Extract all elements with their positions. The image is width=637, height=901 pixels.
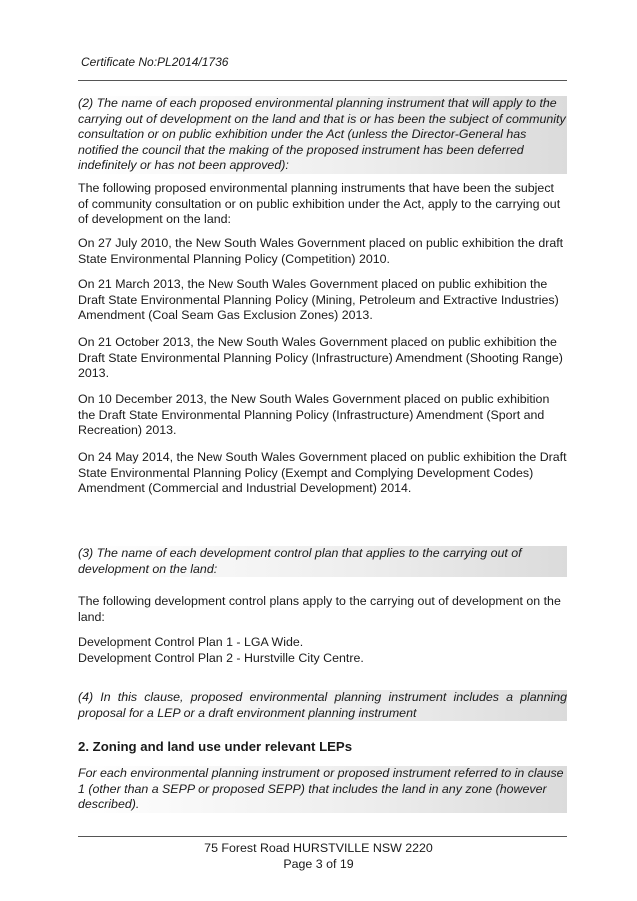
exhibition-item: On 24 May 2014, the New South Wales Government placed on public exhibition the Draft State Environmental Planning Policy (Exempt and Complying Development Codes) Amendment (Commercial and Industrial Development) 2014. [78, 450, 567, 496]
zoning-heading: 2. Zoning and land use under relevant LEPs [78, 739, 353, 754]
footer-address: 75 Forest Road HURSTVILLE NSW 2220 [204, 841, 433, 855]
zoning-description: For each environmental planning instrument or proposed instrument referred to in clause 1 (other than a SEPP or proposed SEPP) that includes the land in any zone (however described). [78, 766, 567, 813]
page-number: Page 3 of 19 [283, 857, 354, 871]
exhibition-item: On 21 March 2013, the New South Wales Government placed on public exhibition the Draft State Environmental Planning Policy (Mining, Petroleum and Extractive Industries) Amendment (Coal Seam Gas Exclusion Zones) 2013. [78, 277, 559, 323]
section-3-intro: The following development control plans apply to the carrying out of development on the land: [78, 594, 561, 624]
exhibition-item: On 27 July 2010, the New South Wales Government placed on public exhibition the draft State Environmental Planning Policy (Competition) 2010. [78, 236, 564, 266]
header-divider [78, 80, 567, 81]
dcp-item: Development Control Plan 1 - LGA Wide. [78, 635, 304, 649]
section-3-heading: (3) The name of each development control plan that applies to the carrying out of development on the land: [78, 546, 567, 577]
certificate-number: Certificate No:PL2014/1736 [81, 55, 229, 69]
section-4-text: (4) In this clause, proposed environmental planning instrument includes a planning proposal for a LEP or a draft environment planning instrument [78, 690, 567, 720]
section-2-intro: The following proposed environmental planning instruments that have been the subject of community consultation or on public exhibition under the Act, apply to the carrying out of development on the land: [78, 181, 561, 227]
exhibition-item: On 21 October 2013, the New South Wales Government placed on public exhibition the Draft State Environmental Planning Policy (Infrastructure) Amendment (Shooting Range) 2013. [78, 335, 563, 381]
section-2-heading: (2) The name of each proposed environmental planning instrument that will apply to the carrying out of development on the land and that is or has been the subject of community consultation or on public exhibition under the Act (unless the Director-General has notified the council that the making of the proposed instrument has been deferred indefinitely or has not been approved): [78, 96, 566, 173]
footer-divider [78, 836, 567, 837]
dcp-item: Development Control Plan 2 - Hurstville City Centre. [78, 651, 364, 665]
exhibition-item: On 10 December 2013, the New South Wales Government placed on public exhibition the Draft State Environmental Planning Policy (Infrastructure) Amendment (Sport and Recreation) 2013. [78, 392, 550, 438]
